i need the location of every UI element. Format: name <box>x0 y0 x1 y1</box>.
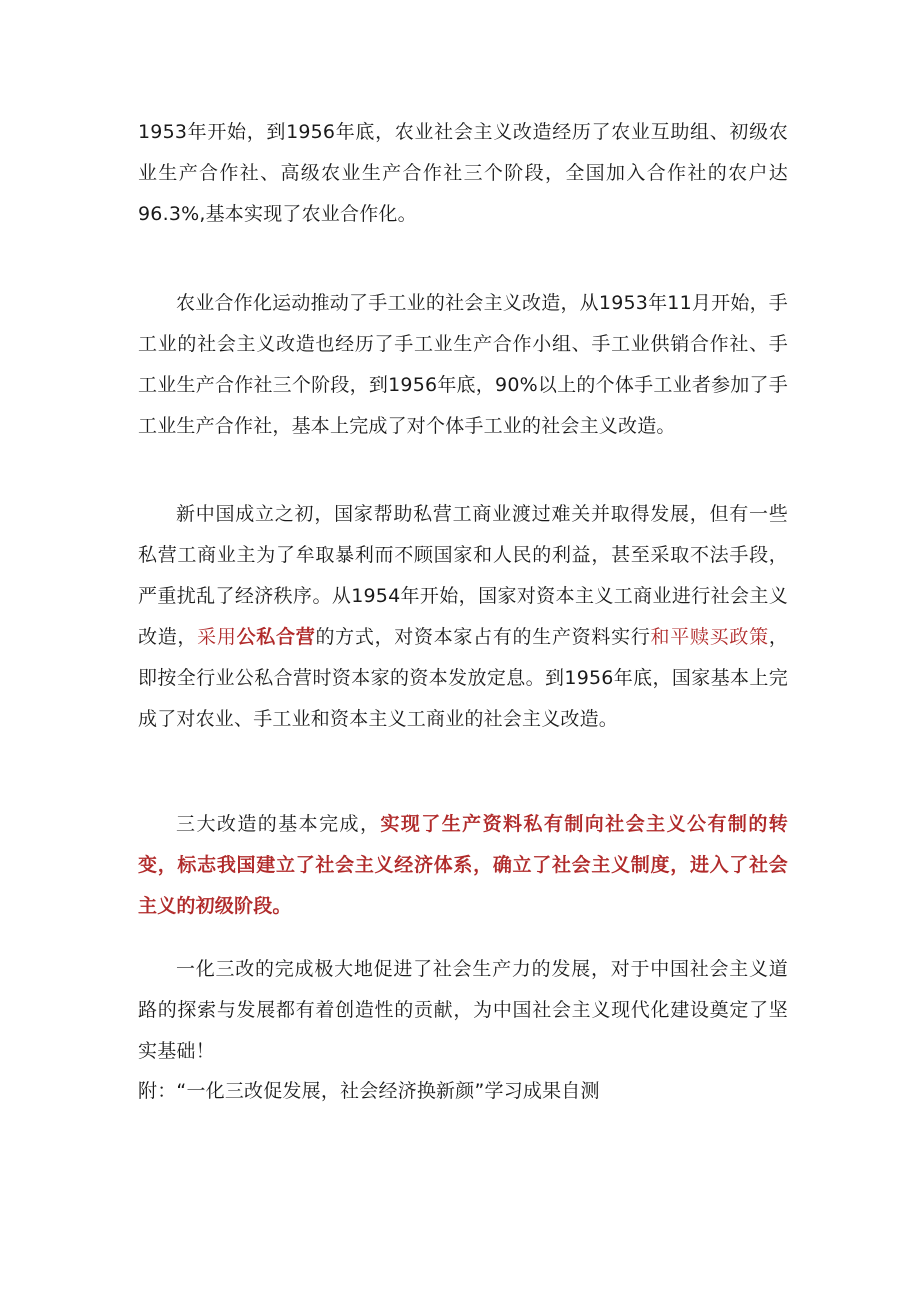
paragraph-text: 的方式，对资本家占有的生产资料实行 <box>315 626 651 648</box>
paragraph-handicraft-reform: 农业合作化运动推动了手工业的社会主义改造，从1953年11月开始，手工业的社会主义改造也经历了手工业生产合作小组、手工业供销合作社、手工业生产合作社三个阶段，到1956年底，90%以上的个体手工业者参加了手工业生产合作社，基本上完成了对个体手工业的社会主义改造。 <box>138 292 788 437</box>
paragraph-agricultural-reform: 1953年开始，到1956年底，农业社会主义改造经历了农业互助组、初级农业生产合作社、高级农业生产合作社三个阶段，全国加入合作社的农户达96.3%,基本实现了农业合作化。 <box>138 121 788 225</box>
appendix-title: 附：“一化三改促发展，社会经济换新颜”学习成果自测 <box>138 1080 600 1102</box>
highlight-text: 采用 <box>197 626 237 648</box>
highlight-text-bold: 公私合营 <box>236 626 316 648</box>
paragraph-text: 三大改造的基本完成， <box>176 813 381 835</box>
paragraph-text: 新中国成立之初，国家帮助私营工商业渡过难关并取得发展，但有一些私营工商业主为了牟取暴利而不顾国家和人民的利益，甚至采取不法手段，严重扰乱了经济秩序。从1954年开始，国家对资本主义工商业进行社会主义改造， <box>138 503 788 648</box>
highlight-text: 和平赎买政策 <box>650 626 769 648</box>
highlight-text-bold: 实现了生产资料私有制向社会主义公有制的转变，标志我国建立了社会主义经济体系，确立了社会主义制度，进入了社会主义的初级阶段。 <box>138 813 788 917</box>
paragraph-conclusion: 一化三改的完成极大地促进了社会生产力的发展，对于中国社会主义道路的探索与发展都有着创造性的贡献，为中国社会主义现代化建设奠定了坚实基础！ <box>138 958 788 1062</box>
paragraph-capitalist-industry-reform <box>138 494 788 740</box>
paragraph-text: ，即按全行业公私合营时资本家的资本发放定息。到1956年底，国家基本上完成了对农业、手工业和资本主义工商业的社会主义改造。 <box>138 626 789 730</box>
paragraph-three-reforms-complete <box>138 804 788 927</box>
